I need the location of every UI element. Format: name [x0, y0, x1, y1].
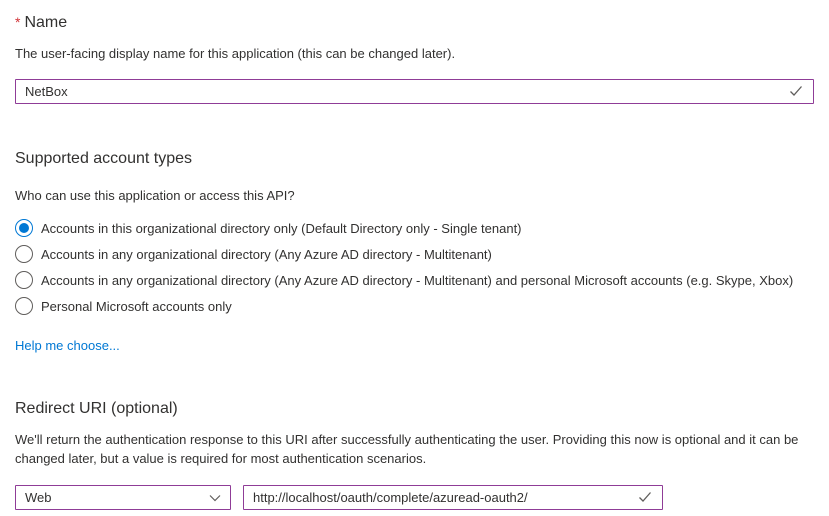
account-type-option-label: Personal Microsoft accounts only: [41, 298, 232, 314]
redirect-uri-section-title: Redirect URI (optional): [15, 400, 178, 417]
name-title-text: Name: [24, 14, 68, 31]
name-field-wrap: [15, 79, 814, 104]
redirect-uri-controls-row: [15, 485, 814, 510]
required-asterisk: *: [15, 14, 21, 30]
platform-select-dropdown[interactable]: [15, 485, 231, 510]
radio-button-icon[interactable]: [15, 219, 33, 237]
account-type-option[interactable]: [15, 267, 814, 293]
account-type-option[interactable]: [15, 241, 814, 267]
chevron-down-icon: [208, 491, 222, 505]
account-types-radio-group: [15, 215, 814, 319]
redirect-uri-description: We'll return the authentication response to this URI after successfully authenticating the user. Providing this now is optional and it can be changed later, but a value is required for most authentication scenarios.: [15, 432, 799, 466]
account-types-question: Who can use this application or access this API?: [15, 188, 295, 203]
radio-button-icon[interactable]: [15, 245, 33, 263]
redirect-uri-field-wrap: [243, 485, 663, 510]
platform-select-value: Web: [25, 490, 52, 505]
redirect-uri-input[interactable]: [243, 485, 663, 510]
account-type-option-label: Accounts in any organizational directory (Any Azure AD directory - Multitenant) and personal Microsoft accounts (e.g. Skype, Xbox): [41, 272, 794, 288]
radio-button-icon[interactable]: [15, 271, 33, 289]
name-section-title: [15, 12, 814, 33]
account-type-option-label: Accounts in this organizational directory only (Default Directory only - Single tenant): [41, 220, 522, 236]
name-description: The user-facing display name for this application (this can be changed later).: [15, 46, 456, 61]
radio-button-icon[interactable]: [15, 297, 33, 315]
name-input[interactable]: [15, 79, 814, 104]
account-type-option[interactable]: [15, 215, 814, 241]
account-type-option[interactable]: [15, 293, 814, 319]
account-type-option-label: Accounts in any organizational directory (Any Azure AD directory - Multitenant): [41, 246, 492, 262]
account-types-section-title: Supported account types: [15, 150, 193, 167]
help-me-choose-link[interactable]: Help me choose...: [15, 338, 120, 353]
